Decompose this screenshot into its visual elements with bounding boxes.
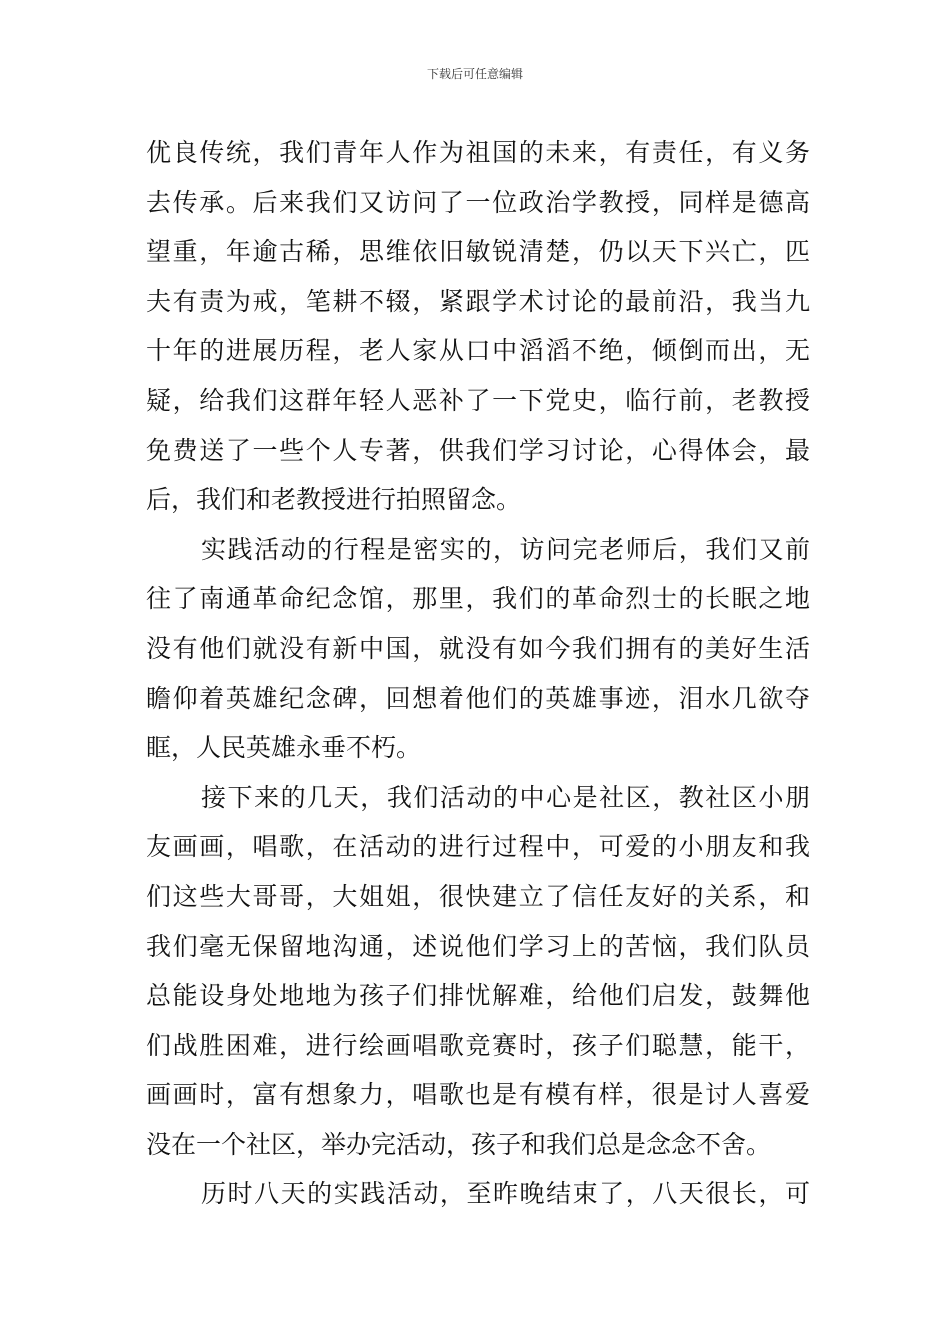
text-line: 没有他们就没有新中国，就没有如今我们拥有的美好生活 [146, 633, 810, 663]
text-line: 没在一个社区，举办完活动，孩子和我们总是念念不舍。 [146, 1129, 772, 1159]
page-header: 下载后可任意编辑 [426, 67, 523, 81]
text-line: 实践活动的行程是密实的，访问完老师后，我们又前 [201, 534, 810, 564]
document-body [146, 128, 810, 1219]
text-line: 眶，人民英雄永垂不朽。 [146, 733, 422, 763]
text-line: 望重，年逾古稀，思维依旧敏锐清楚，仍以天下兴亡，匹 [146, 237, 810, 267]
text-line: 们战胜困难，进行绘画唱歌竞赛时，孩子们聪慧，能干， [146, 1030, 810, 1060]
text-line: 我们毫无保留地沟通，述说他们学习上的苦恼，我们队员 [146, 931, 810, 961]
text-line: 夫有责为戒，笔耕不辍，紧跟学术讨论的最前沿，我当九 [146, 286, 810, 316]
text-line: 去传承。后来我们又访问了一位政治学教授，同样是德高 [146, 187, 810, 217]
text-line: 瞻仰着英雄纪念碑，回想着他们的英雄事迹，泪水几欲夺 [146, 683, 810, 713]
text-line: 接下来的几天，我们活动的中心是社区，教社区小朋 [201, 782, 810, 812]
text-line: 往了南通革命纪念馆，那里，我们的革命烈士的长眠之地 [146, 584, 810, 614]
text-line: 优良传统，我们青年人作为祖国的未来，有责任，有义务 [146, 138, 810, 167]
text-line: 历时八天的实践活动，至昨晚结束了，八天很长，可 [201, 1179, 810, 1209]
text-line: 后，我们和老教授进行拍照留念。 [146, 485, 522, 515]
text-line: 们这些大哥哥，大姐姐，很快建立了信任友好的关系，和 [146, 881, 810, 911]
text-line: 十年的进展历程，老人家从口中滔滔不绝，倾倒而出，无 [146, 336, 810, 366]
text-line: 友画画，唱歌，在活动的进行过程中，可爱的小朋友和我 [146, 832, 810, 862]
text-line: 疑，给我们这群年轻人恶补了一下党史，临行前，老教授 [146, 385, 810, 415]
text-line: 总能设身处地地为孩子们排忧解难，给他们启发，鼓舞他 [146, 981, 810, 1011]
text-line: 画画时，富有想象力，唱歌也是有模有样，很是讨人喜爱 [146, 1080, 810, 1110]
text-line: 免费送了一些个人专著，供我们学习讨论，心得体会，最 [146, 435, 810, 465]
